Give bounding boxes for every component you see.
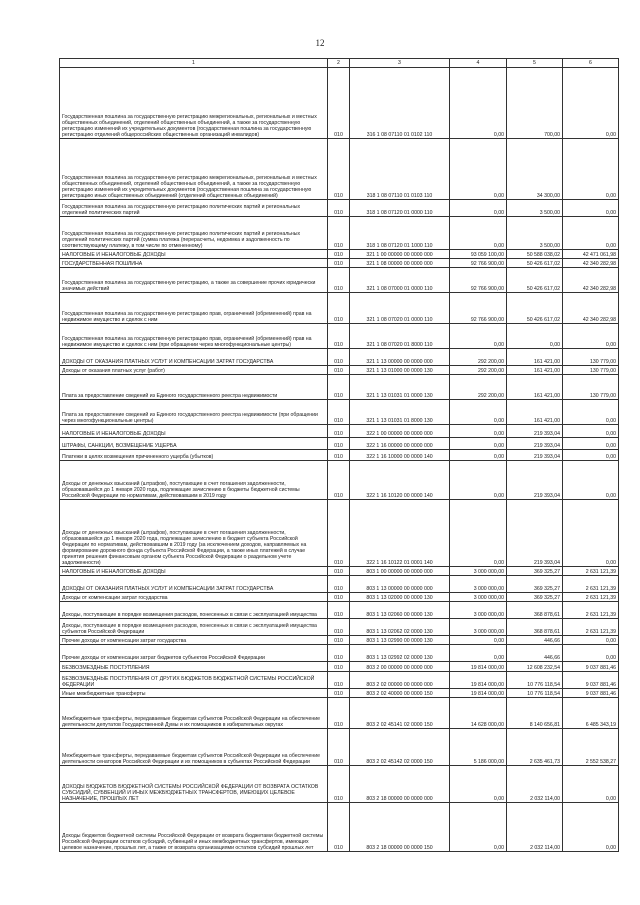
line-code-cell: 010 — [328, 250, 350, 259]
budget-classification-code-cell: 803 2 00 00000 00 0000 000 — [350, 662, 450, 672]
budget-classification-code-cell: 322 1 16 10000 00 0000 140 — [350, 450, 450, 461]
executed-amount-cell: 10 776 118,54 — [507, 689, 563, 698]
column-header: 5 — [507, 59, 563, 68]
budget-classification-code-cell: 321 1 13 01000 00 0000 130 — [350, 366, 450, 375]
budget-classification-code-cell: 803 2 02 00000 00 0000 000 — [350, 672, 450, 689]
income-name-cell: ШТРАФЫ, САНКЦИИ, ВОЗМЕЩЕНИЕ УЩЕРБА — [60, 438, 328, 450]
line-code-cell: 010 — [328, 619, 350, 636]
approved-plan-cell: 92 766 900,00 — [450, 268, 507, 293]
line-code-cell: 010 — [328, 636, 350, 645]
table-row — [60, 400, 619, 425]
income-name-cell: Иные межбюджетные трансферты — [60, 689, 328, 698]
table-row — [60, 803, 619, 852]
budget-classification-code-cell: 803 1 13 02000 00 0000 130 — [350, 593, 450, 602]
income-name-cell: Государственная пошлина за государственную регистрацию межрегиональных, региональных и местных общественных объединений, отделений общественных объединений, а также за государственную регистрацию изменений их учредительных документов (государственная пошлина за государственную регистрацию иных общественных объединений (отделений общественных объединений) — [60, 139, 328, 200]
approved-plan-cell: 0,00 — [450, 500, 507, 567]
line-code-cell: 010 — [328, 366, 350, 375]
income-name-cell: Государственная пошлина за государственную регистрацию прав, ограничений (обременений) прав на недвижимое имущество и сделок с ним — [60, 293, 328, 324]
table-row — [60, 662, 619, 672]
line-code-cell: 010 — [328, 375, 350, 400]
unexecuted-amount-cell: 0,00 — [563, 200, 619, 217]
executed-amount-cell: 3 500,00 — [507, 200, 563, 217]
executed-amount-cell: 2 032 114,00 — [507, 803, 563, 852]
unexecuted-amount-cell: 2 631 121,39 — [563, 619, 619, 636]
approved-plan-cell: 19 814 000,00 — [450, 689, 507, 698]
line-code-cell: 010 — [328, 400, 350, 425]
unexecuted-amount-cell: 9 037 881,46 — [563, 672, 619, 689]
executed-amount-cell: 12 608 232,54 — [507, 662, 563, 672]
budget-classification-code-cell: 321 1 08 00000 00 0000 000 — [350, 259, 450, 268]
executed-amount-cell: 219 393,04 — [507, 425, 563, 438]
executed-amount-cell: 369 325,27 — [507, 576, 563, 593]
unexecuted-amount-cell: 2 631 121,39 — [563, 567, 619, 576]
table-row — [60, 366, 619, 375]
income-name-cell: Платежи в целях возмещения причиненного ущерба (убытков) — [60, 450, 328, 461]
table-row — [60, 729, 619, 766]
approved-plan-cell: 92 766 900,00 — [450, 259, 507, 268]
approved-plan-cell: 0,00 — [450, 324, 507, 349]
unexecuted-amount-cell: 130 779,00 — [563, 349, 619, 366]
budget-classification-code-cell: 803 1 13 02990 00 0000 130 — [350, 636, 450, 645]
executed-amount-cell: 0,00 — [507, 324, 563, 349]
budget-classification-code-cell: 803 2 02 45141 02 0000 150 — [350, 698, 450, 729]
line-code-cell: 010 — [328, 662, 350, 672]
unexecuted-amount-cell: 42 340 282,98 — [563, 259, 619, 268]
budget-classification-code-cell: 322 1 16 10120 00 0000 140 — [350, 461, 450, 500]
line-code-cell: 010 — [328, 698, 350, 729]
budget-classification-code-cell: 803 2 02 45142 02 0000 150 — [350, 729, 450, 766]
table-row — [60, 602, 619, 619]
budget-classification-code-cell: 803 1 13 02992 02 0000 130 — [350, 645, 450, 662]
unexecuted-amount-cell: 0,00 — [563, 324, 619, 349]
table-row — [60, 268, 619, 293]
line-code-cell: 010 — [328, 576, 350, 593]
executed-amount-cell: 34 300,00 — [507, 139, 563, 200]
budget-classification-code-cell: 322 1 16 10122 01 0001 140 — [350, 500, 450, 567]
executed-amount-cell: 446,66 — [507, 645, 563, 662]
executed-amount-cell: 2 032 114,00 — [507, 766, 563, 803]
budget-classification-code-cell: 803 1 13 02060 00 0000 130 — [350, 602, 450, 619]
approved-plan-cell: 19 814 000,00 — [450, 672, 507, 689]
budget-classification-code-cell: 321 1 08 07020 01 0000 110 — [350, 293, 450, 324]
executed-amount-cell: 219 393,04 — [507, 461, 563, 500]
approved-plan-cell: 0,00 — [450, 645, 507, 662]
line-code-cell: 010 — [328, 729, 350, 766]
income-name-cell: ДОХОДЫ БЮДЖЕТОВ БЮДЖЕТНОЙ СИСТЕМЫ РОССИЙСКОЙ ФЕДЕРАЦИИ ОТ ВОЗВРАТА ОСТАТКОВ СУБСИДИЙ, СУБВЕНЦИЙ И ИНЫХ МЕЖБЮДЖЕТНЫХ ТРАНСФЕРТОВ, ИМЕЮЩИХ ЦЕЛЕВОЕ НАЗНАЧЕНИЕ, ПРОШЛЫХ ЛЕТ — [60, 766, 328, 803]
unexecuted-amount-cell: 2 631 121,39 — [563, 602, 619, 619]
unexecuted-amount-cell: 9 037 881,46 — [563, 689, 619, 698]
column-header: 1 — [60, 59, 328, 68]
income-name-cell: Доходы от денежных взысканий (штрафов), поступающие в счет погашения задолженности, образовавшейся до 1 января 2020 года, подлежащие зачислению в бюджет субъекта Российской Федерации по нормативам, действовавшим в 2019 году (за исключением доходов, направляемых на формирование дорожного фонда субъекта Российской Федерации, а также иных платежей в случае принятия решения финансовым органом субъекта Российской Федерации о раздельном учете задолженности) — [60, 500, 328, 567]
unexecuted-amount-cell: 0,00 — [563, 645, 619, 662]
income-name-cell: Межбюджетные трансферты, передаваемые бюджетам субъектов Российской Федерации на обеспечение деятельности депутатов Государственной Думы и их помощников в избирательных округах — [60, 698, 328, 729]
table-row — [60, 139, 619, 200]
executed-amount-cell: 161 421,00 — [507, 400, 563, 425]
income-name-cell: Межбюджетные трансферты, передаваемые бюджетам субъектов Российской Федерации на обеспечение деятельности сенаторов Российской Федерации и их помощников в субъектах Российской Федерации — [60, 729, 328, 766]
approved-plan-cell: 0,00 — [450, 400, 507, 425]
budget-classification-code-cell: 318 1 08 07110 01 0103 110 — [350, 139, 450, 200]
table-row — [60, 698, 619, 729]
unexecuted-amount-cell: 42 340 282,98 — [563, 268, 619, 293]
table-row — [60, 645, 619, 662]
line-code-cell: 010 — [328, 450, 350, 461]
executed-amount-cell: 3 500,00 — [507, 217, 563, 250]
budget-classification-code-cell: 803 1 13 02062 02 0000 130 — [350, 619, 450, 636]
budget-classification-code-cell: 321 1 13 00000 00 0000 000 — [350, 349, 450, 366]
budget-classification-code-cell: 803 2 18 00000 00 0000 150 — [350, 803, 450, 852]
page-number: 12 — [315, 38, 325, 48]
income-name-cell: Доходы от оказания платных услуг (работ) — [60, 366, 328, 375]
line-code-cell: 010 — [328, 139, 350, 200]
approved-plan-cell: 92 766 900,00 — [450, 293, 507, 324]
executed-amount-cell: 2 635 461,73 — [507, 729, 563, 766]
table-row — [60, 619, 619, 636]
approved-plan-cell: 0,00 — [450, 139, 507, 200]
column-header: 6 — [563, 59, 619, 68]
unexecuted-amount-cell: 0,00 — [563, 450, 619, 461]
executed-amount-cell: 219 393,04 — [507, 500, 563, 567]
unexecuted-amount-cell: 0,00 — [563, 803, 619, 852]
budget-classification-code-cell: 321 1 08 07000 01 0000 110 — [350, 268, 450, 293]
table-body — [60, 68, 619, 852]
unexecuted-amount-cell: 0,00 — [563, 461, 619, 500]
unexecuted-amount-cell: 0,00 — [563, 400, 619, 425]
unexecuted-amount-cell: 0,00 — [563, 766, 619, 803]
income-name-cell: Государственная пошлина за государственную регистрацию прав, ограничений (обременений) прав на недвижимое имущество и сделок с ним (при обращении через многофункциональные центры) — [60, 324, 328, 349]
unexecuted-amount-cell: 0,00 — [563, 500, 619, 567]
line-code-cell: 010 — [328, 438, 350, 450]
table-row — [60, 461, 619, 500]
budget-classification-code-cell: 803 2 18 00000 00 0000 000 — [350, 766, 450, 803]
income-name-cell: ДОХОДЫ ОТ ОКАЗАНИЯ ПЛАТНЫХ УСЛУГ И КОМПЕНСАЦИИ ЗАТРАТ ГОСУДАРСТВА — [60, 349, 328, 366]
income-name-cell: Государственная пошлина за государственную регистрацию межрегиональных, региональных и местных общественных объединений, отделений общественных объединений, а также за государственную регистрацию изменений их учредительных документов (государственная пошлина за государственную регистрацию отделений общероссийских общественных организаций инвалидов) — [60, 68, 328, 139]
income-name-cell: Доходы, поступающие в порядке возмещения расходов, понесенных в связи с эксплуатацией имущества субъектов Российской Федерации — [60, 619, 328, 636]
unexecuted-amount-cell: 2 631 121,39 — [563, 576, 619, 593]
budget-classification-code-cell: 322 1 16 00000 00 0000 000 — [350, 438, 450, 450]
approved-plan-cell: 3 000 000,00 — [450, 593, 507, 602]
line-code-cell: 010 — [328, 68, 350, 139]
income-name-cell: Доходы от денежных взысканий (штрафов), поступающие в счет погашения задолженности, образовавшейся до 1 января 2020 года, подлежащие зачислению в бюджеты бюджетной системы Российской Федерации по нормативам, действовавшим в 2019 году — [60, 461, 328, 500]
line-code-cell: 010 — [328, 593, 350, 602]
approved-plan-cell: 0,00 — [450, 68, 507, 139]
table-row — [60, 500, 619, 567]
unexecuted-amount-cell: 0,00 — [563, 217, 619, 250]
budget-classification-code-cell: 318 1 08 07120 01 1000 110 — [350, 217, 450, 250]
unexecuted-amount-cell: 2 631 121,39 — [563, 593, 619, 602]
executed-amount-cell: 161 421,00 — [507, 375, 563, 400]
table-row — [60, 450, 619, 461]
unexecuted-amount-cell: 42 471 061,98 — [563, 250, 619, 259]
table-row — [60, 259, 619, 268]
line-code-cell: 010 — [328, 567, 350, 576]
executed-amount-cell: 369 325,27 — [507, 593, 563, 602]
executed-amount-cell: 368 878,61 — [507, 619, 563, 636]
column-header: 3 — [350, 59, 450, 68]
approved-plan-cell: 0,00 — [450, 803, 507, 852]
executed-amount-cell: 50 426 617,02 — [507, 293, 563, 324]
approved-plan-cell: 3 000 000,00 — [450, 576, 507, 593]
approved-plan-cell: 19 814 000,00 — [450, 662, 507, 672]
table-row — [60, 636, 619, 645]
unexecuted-amount-cell: 6 485 343,19 — [563, 698, 619, 729]
table-row — [60, 200, 619, 217]
table-header-row — [60, 59, 619, 68]
income-name-cell: Плата за предоставление сведений из Единого государственного реестра недвижимости (при обращении через многофункциональные центры) — [60, 400, 328, 425]
budget-classification-code-cell: 803 2 02 40000 00 0000 150 — [350, 689, 450, 698]
line-code-cell: 010 — [328, 766, 350, 803]
line-code-cell: 010 — [328, 200, 350, 217]
approved-plan-cell: 3 000 000,00 — [450, 602, 507, 619]
unexecuted-amount-cell: 0,00 — [563, 68, 619, 139]
approved-plan-cell: 0,00 — [450, 217, 507, 250]
budget-classification-code-cell: 803 1 13 00000 00 0000 000 — [350, 576, 450, 593]
executed-amount-cell: 219 393,04 — [507, 450, 563, 461]
executed-amount-cell: 50 588 038,02 — [507, 250, 563, 259]
executed-amount-cell: 8 140 656,81 — [507, 698, 563, 729]
line-code-cell: 010 — [328, 645, 350, 662]
line-code-cell: 010 — [328, 293, 350, 324]
income-name-cell: БЕЗВОЗМЕЗДНЫЕ ПОСТУПЛЕНИЯ — [60, 662, 328, 672]
table-row — [60, 425, 619, 438]
approved-plan-cell: 0,00 — [450, 766, 507, 803]
line-code-cell: 010 — [328, 672, 350, 689]
approved-plan-cell: 3 000 000,00 — [450, 619, 507, 636]
unexecuted-amount-cell: 0,00 — [563, 438, 619, 450]
line-code-cell: 010 — [328, 259, 350, 268]
executed-amount-cell: 50 426 617,02 — [507, 268, 563, 293]
budget-classification-code-cell: 321 1 13 01031 01 0000 130 — [350, 375, 450, 400]
income-name-cell: БЕЗВОЗМЕЗДНЫЕ ПОСТУПЛЕНИЯ ОТ ДРУГИХ БЮДЖЕТОВ БЮДЖЕТНОЙ СИСТЕМЫ РОССИЙСКОЙ ФЕДЕРАЦИИ — [60, 672, 328, 689]
approved-plan-cell: 5 186 000,00 — [450, 729, 507, 766]
approved-plan-cell: 0,00 — [450, 200, 507, 217]
income-name-cell: Доходы бюджетов бюджетной системы Российской Федерации от возврата бюджетами бюджетной системы Российской Федерации остатков субсидий, субвенций и иных межбюджетных трансфертов, имеющих целевое назначение, прошлых лет, а также от возврата организациями остатков субсидий прошлых лет — [60, 803, 328, 852]
approved-plan-cell: 3 000 000,00 — [450, 567, 507, 576]
approved-plan-cell: 0,00 — [450, 425, 507, 438]
table-row — [60, 438, 619, 450]
unexecuted-amount-cell: 9 037 881,46 — [563, 662, 619, 672]
executed-amount-cell: 161 421,00 — [507, 366, 563, 375]
line-code-cell: 010 — [328, 425, 350, 438]
executed-amount-cell: 161 421,00 — [507, 349, 563, 366]
table-row — [60, 567, 619, 576]
executed-amount-cell: 446,66 — [507, 636, 563, 645]
column-header: 2 — [328, 59, 350, 68]
line-code-cell: 010 — [328, 500, 350, 567]
line-code-cell: 010 — [328, 324, 350, 349]
income-name-cell: НАЛОГОВЫЕ И НЕНАЛОГОВЫЕ ДОХОДЫ — [60, 250, 328, 259]
table-row — [60, 293, 619, 324]
unexecuted-amount-cell: 130 779,00 — [563, 366, 619, 375]
executed-amount-cell: 219 393,04 — [507, 438, 563, 450]
budget-classification-code-cell: 322 1 00 00000 00 0000 000 — [350, 425, 450, 438]
approved-plan-cell: 0,00 — [450, 461, 507, 500]
unexecuted-amount-cell: 2 552 538,27 — [563, 729, 619, 766]
income-name-cell: Государственная пошлина за государственную регистрацию политических партий и региональных отделений политических партий — [60, 200, 328, 217]
unexecuted-amount-cell: 0,00 — [563, 425, 619, 438]
budget-classification-code-cell: 321 1 08 07020 01 8000 110 — [350, 324, 450, 349]
table-row — [60, 68, 619, 139]
approved-plan-cell: 14 628 000,00 — [450, 698, 507, 729]
approved-plan-cell: 292 200,00 — [450, 375, 507, 400]
income-name-cell: Прочие доходы от компенсации затрат государства — [60, 636, 328, 645]
executed-amount-cell: 50 426 617,02 — [507, 259, 563, 268]
table-row — [60, 593, 619, 602]
income-name-cell: Доходы, поступающие в порядке возмещения расходов, понесенных в связи с эксплуатацией имущества — [60, 602, 328, 619]
income-name-cell: Прочие доходы от компенсации затрат бюджетов субъектов Российской Федерации — [60, 645, 328, 662]
approved-plan-cell: 0,00 — [450, 438, 507, 450]
income-name-cell: Государственная пошлина за государственную регистрацию политических партий и региональных отделений политических партий (сумма платежа (перерасчеты, недоимка и задолженность по соответствующему платежу, в том числе по отмененному) — [60, 217, 328, 250]
income-report-table — [59, 58, 619, 852]
table-row — [60, 672, 619, 689]
executed-amount-cell: 700,00 — [507, 68, 563, 139]
income-name-cell: ГОСУДАРСТВЕННАЯ ПОШЛИНА — [60, 259, 328, 268]
approved-plan-cell: 292 200,00 — [450, 366, 507, 375]
executed-amount-cell: 368 878,61 — [507, 602, 563, 619]
budget-classification-code-cell: 321 1 13 01031 01 8000 130 — [350, 400, 450, 425]
budget-classification-code-cell: 803 1 00 00000 00 0000 000 — [350, 567, 450, 576]
executed-amount-cell: 369 325,27 — [507, 567, 563, 576]
table-row — [60, 217, 619, 250]
approved-plan-cell: 0,00 — [450, 636, 507, 645]
budget-classification-code-cell: 316 1 08 07110 01 0102 110 — [350, 68, 450, 139]
budget-classification-code-cell: 318 1 08 07120 01 0000 110 — [350, 200, 450, 217]
line-code-cell: 010 — [328, 217, 350, 250]
line-code-cell: 010 — [328, 602, 350, 619]
table-row — [60, 324, 619, 349]
table-row — [60, 250, 619, 259]
line-code-cell: 010 — [328, 268, 350, 293]
executed-amount-cell: 10 776 118,54 — [507, 672, 563, 689]
income-name-cell: ДОХОДЫ ОТ ОКАЗАНИЯ ПЛАТНЫХ УСЛУГ И КОМПЕНСАЦИИ ЗАТРАТ ГОСУДАРСТВА — [60, 576, 328, 593]
approved-plan-cell: 0,00 — [450, 450, 507, 461]
unexecuted-amount-cell: 0,00 — [563, 636, 619, 645]
income-name-cell: Доходы от компенсации затрат государства — [60, 593, 328, 602]
unexecuted-amount-cell: 42 340 282,98 — [563, 293, 619, 324]
line-code-cell: 010 — [328, 803, 350, 852]
column-header: 4 — [450, 59, 507, 68]
table-row — [60, 689, 619, 698]
unexecuted-amount-cell: 0,00 — [563, 139, 619, 200]
approved-plan-cell: 292 200,00 — [450, 349, 507, 366]
income-name-cell: Плата за предоставление сведений из Единого государственного реестра недвижимости — [60, 375, 328, 400]
table-row — [60, 576, 619, 593]
line-code-cell: 010 — [328, 689, 350, 698]
line-code-cell: 010 — [328, 349, 350, 366]
income-name-cell: НАЛОГОВЫЕ И НЕНАЛОГОВЫЕ ДОХОДЫ — [60, 567, 328, 576]
income-name-cell: НАЛОГОВЫЕ И НЕНАЛОГОВЫЕ ДОХОДЫ — [60, 425, 328, 438]
budget-classification-code-cell: 321 1 00 00000 00 0000 000 — [350, 250, 450, 259]
table-row — [60, 766, 619, 803]
table-row — [60, 375, 619, 400]
income-name-cell: Государственная пошлина за государственную регистрацию, а также за совершение прочих юридически значимых действий — [60, 268, 328, 293]
approved-plan-cell: 93 059 100,00 — [450, 250, 507, 259]
line-code-cell: 010 — [328, 461, 350, 500]
table-row — [60, 349, 619, 366]
unexecuted-amount-cell: 130 779,00 — [563, 375, 619, 400]
